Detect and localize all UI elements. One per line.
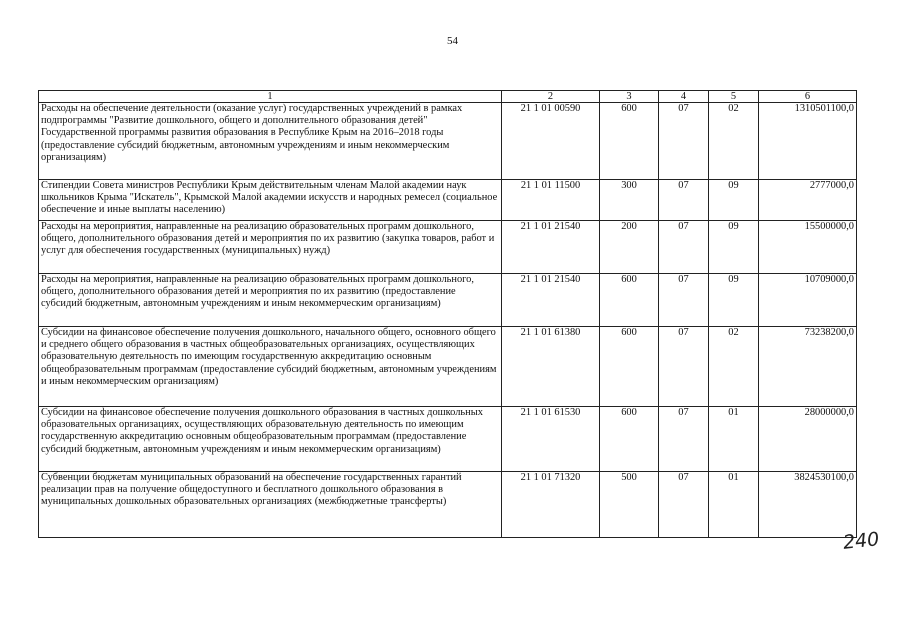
table-row [39, 472, 857, 538]
column-header-6: 6 [759, 91, 857, 103]
row-code: 21 1 01 21540 [502, 274, 600, 327]
row-section: 07 [659, 327, 709, 407]
row-section: 07 [659, 274, 709, 327]
row-section: 07 [659, 180, 709, 221]
row-code: 21 1 01 21540 [502, 221, 600, 274]
row-code: 21 1 01 61530 [502, 407, 600, 472]
header-row [39, 91, 857, 103]
table-row [39, 221, 857, 274]
row-description: Субсидии на финансовое обеспечение получения дошкольного, начального общего, основного общего и среднего общего образования в частных общеобразовательных организациях, осуществляющих образовательную деятельность по имеющим государственную аккредитацию основным общеобразовательным программам (предоставление субсидий бюджетным, автономным учреждениям и иным некоммерческим организациям) [39, 327, 502, 407]
row-amount: 10709000,0 [759, 274, 857, 327]
table-row [39, 327, 857, 407]
page-number: 54 [447, 35, 458, 47]
row-amount: 15500000,0 [759, 221, 857, 274]
row-subsection: 01 [709, 472, 759, 538]
column-header-5: 5 [709, 91, 759, 103]
row-code: 21 1 01 11500 [502, 180, 600, 221]
row-amount: 3824530100,0 [759, 472, 857, 538]
table-body [39, 103, 857, 538]
row-code: 21 1 01 61380 [502, 327, 600, 407]
handwritten-signature: 240 [841, 528, 881, 554]
column-header-3: 3 [600, 91, 659, 103]
row-type: 300 [600, 180, 659, 221]
column-header-2: 2 [502, 91, 600, 103]
row-subsection: 01 [709, 407, 759, 472]
row-section: 07 [659, 221, 709, 274]
row-description: Субсидии на финансовое обеспечение получения дошкольного образования в частных дошкольных образовательных организациях, осуществляющих образовательную деятельность по имеющим государственную аккредитацию основным общеобразовательным программам (предоставление субсидий бюджетным, автономным учреждениям и иным некоммерческим организациям) [39, 407, 502, 472]
row-type: 600 [600, 407, 659, 472]
row-section: 07 [659, 407, 709, 472]
row-code: 21 1 01 71320 [502, 472, 600, 538]
table-row [39, 274, 857, 327]
row-subsection: 09 [709, 274, 759, 327]
column-header-4: 4 [659, 91, 709, 103]
row-description: Расходы на мероприятия, направленные на реализацию образовательных программ дошкольного, общего, дополнительного образования детей и мероприятия по их развитию (предоставление субсидий бюджетным, автономным учреждениям и иным некоммерческим организациям) [39, 274, 502, 327]
row-amount: 28000000,0 [759, 407, 857, 472]
table-row [39, 180, 857, 221]
row-amount: 1310501100,0 [759, 103, 857, 180]
row-section: 07 [659, 103, 709, 180]
row-code: 21 1 01 00590 [502, 103, 600, 180]
row-description: Стипендии Совета министров Республики Крым действительным членам Малой академии наук школьников Крыма "Искатель", Крымской Малой академии искусств и народных ремесел (социальное обеспечение и иные выплаты населению) [39, 180, 502, 221]
row-description: Расходы на обеспечение деятельности (оказание услуг) государственных учреждений в рамках подпрограммы "Развитие дошкольного, общего и дополнительного образования детей" Государственной программы развития образования в Республике Крым на 2016–2018 годы (предоставление субсидий бюджетным, автономным учреждениям и иным некоммерческим организациям) [39, 103, 502, 180]
table-row [39, 407, 857, 472]
row-description: Расходы на мероприятия, направленные на реализацию образовательных программ дошкольного, общего, дополнительного образования детей и мероприятия по их развитию (закупка товаров, работ и услуг для обеспечения государственных (муниципальных) нужд) [39, 221, 502, 274]
row-section: 07 [659, 472, 709, 538]
row-type: 500 [600, 472, 659, 538]
column-header-1: 1 [39, 91, 502, 103]
row-type: 600 [600, 274, 659, 327]
row-subsection: 09 [709, 221, 759, 274]
row-subsection: 02 [709, 103, 759, 180]
table-row [39, 103, 857, 180]
row-subsection: 02 [709, 327, 759, 407]
row-description: Субвенции бюджетам муниципальных образований на обеспечение государственных гарантий реализации прав на получение общедоступного и бесплатного дошкольного образования в муниципальных дошкольных образовательных организациях (межбюджетные трансферты) [39, 472, 502, 538]
budget-table [38, 90, 857, 538]
row-amount: 2777000,0 [759, 180, 857, 221]
row-type: 200 [600, 221, 659, 274]
row-type: 600 [600, 327, 659, 407]
row-type: 600 [600, 103, 659, 180]
row-amount: 73238200,0 [759, 327, 857, 407]
row-subsection: 09 [709, 180, 759, 221]
